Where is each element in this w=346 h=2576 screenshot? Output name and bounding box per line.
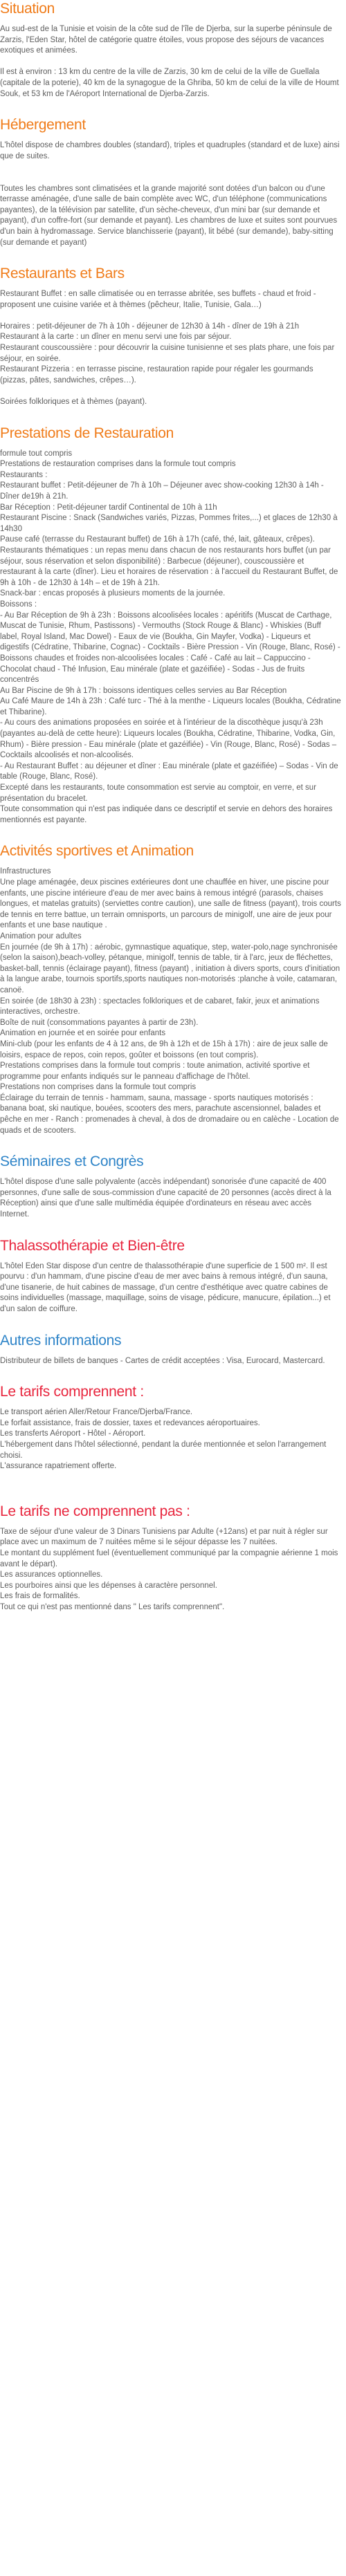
section-title-prestations: Prestations de Restauration [0,425,174,441]
tarifs-noncompris-line: Le montant du supplément fuel (éventuellement communiqué par la compagnie aérienne 1 mois avant le départ). [0,1548,338,1568]
tarifs-noncompris-line: Les assurances optionnelles. [0,1570,103,1579]
activites-line: Mini-club (pour les enfants de 4 à 12 ans, de 9h à 12h et de 15h à 17h) : aire de jeux salle de loisirs, espace de repos, coin repos, goûter et boissons (en tout compris). [0,1039,328,1059]
activites-line: Prestations non comprises dans la formule tout compris [0,1083,197,1092]
prestations-line: - Au cours des animations proposées en soirée et à l'intérieur de la discothèque jusqu'à 23h (payantes au-delà de cette heure): Liqueurs locales (Boukha, Cédratine, Thibarine, Vodka, Gin, Rhum) - Bière pression - Eau minérale (plate et gazéifiée) - Vin (Rouge, Blanc, Rosé) - Sodas – Cocktails alcoolisés et non-alcoolisés. [0,719,337,760]
tarifs-compris-line: L'hébergement dans l'hôtel sélectionné, pendant la durée mentionnée et selon l'arrangement choisi. [0,1440,327,1460]
thalasso-paragraph: L'hôtel Eden Star dispose d'un centre de thalassothérapie d'une superficie de 1 500 m². Il est pourvu : d'un hammam, d'une piscine d'eau de mer avec bains à remous intégré, d'un sauna, d'une tisanerie, de huit cabines de massage, d'un centre d'esthétique avec quatre cabines de soins individuelles (massage, maquillage, soins de visage, pédicure, manucure, épilation...) et d'un salon de coiffure. [0,1261,331,1313]
section-tarifs-ne-comprennent-pas [0,1503,342,1613]
section-seminaires [0,1153,342,1220]
section-title-hebergement: Hébergement [0,117,86,133]
section-title-activites: Activités sportives et Animation [0,843,194,860]
restaurants-soirees: Soirées folkloriques et à thèmes (payant). [0,398,147,407]
activites-line: Infrastructures [0,867,51,876]
section-title-thalasso: Thalassothérapie et Bien-être [0,1237,185,1254]
section-situation [0,0,342,100]
tarifs-noncompris-line: Taxe de séjour d'une valeur de 3 Dinars Tunisiens par Adulte (+12ans) et par nuit à régler sur place avec un maximum de 7 nuitées même si le séjour dépasse les 7 nuitées. [0,1527,328,1547]
section-title-tarifs-ne-comprennent-pas: Le tarifs ne comprennent pas : [0,1503,190,1519]
activites-line: Une plage aménagée, deux piscines extérieures dont une chauffée en hiver, une piscine pour enfants, une piscine intérieure d'eau de mer avec bains à remous intégré (parasols, chaises longues, et matelas gratuits) (serviettes contre caution), une salle de fitness (payant), trois courts de tennis en terre battue, un terrain omnisports, un parcours de minigolf, une aire de jeux pour enfants et une base nautique . [0,878,341,930]
prestations-line: - Au Restaurant Buffet : au déjeuner et dîner : Eau minérale (plate et gazéifiée) – Sodas - Vin de table (Rouge, Blanc, Rosé). [0,761,338,781]
prestations-line: Au Café Maure de 14h à 23h : Café turc - Thé à la menthe - Liqueurs locales (Boukha, Cédratine et Thibarine). [0,697,341,716]
tarifs-compris-line: Le forfait assistance, frais de dossier, taxes et redevances aéroportuaires. [0,1418,260,1427]
section-title-seminaires: Séminaires et Congrès [0,1153,144,1170]
autres-paragraph: Distributeur de billets de banques - Cartes de crédit acceptées : Visa, Eurocard, Mastercard. [0,1356,325,1365]
section-title-autres: Autres informations [0,1332,122,1349]
situation-paragraph-2: Il est à environ : 13 km du centre de la ville de Zarzis, 30 km de celui de la ville de Guellala (capitale de la poterie), 40 km de la synagogue de la Ghriba, 50 km de celui de la ville de Houmt Souk, et 53 km de l'Aéroport International de Djerba-Zarzis. [0,68,339,98]
restaurants-carte: Restaurant à la carte : un dîner en menu servi une fois par séjour. [0,333,232,342]
section-restaurants [0,265,342,408]
prestations-line: Bar Réception : Petit-déjeuner tardif Continental de 10h à 11h [0,503,217,512]
restaurants-couscoussiere: Restaurant couscoussière : pour découvrir la cuisine tunisienne et ses plats phare, une fois par séjour, en soirée. [0,344,335,363]
restaurants-horaires: Horaires : petit-déjeuner de 7h à 10h - déjeuner de 12h30 à 14h - dîner de 19h à 21h [0,322,300,331]
prestations-line: formule tout compris [0,449,73,458]
activites-line: Éclairage du terrain de tennis - hammam, sauna, massage - sports nautiques motorisés : banana boat, ski nautique, bouées, scooters des mers, parachute ascensionnel, balades et pêche en mer - Ranch : promenades à cheval, à dos de dromadaire ou en calèche - Location de quads et de scooters. [0,1093,339,1135]
restaurants-pizzeria: Restaurant Pizzeria : en terrasse piscine, restauration rapide pour régaler les gourmands (pizzas, pâtes, sandwiches, crêpes…). [0,365,313,384]
prestations-line: Excepté dans les restaurants, toute consommation est servie au comptoir, en verre, et sur présentation du bracelet. [0,784,317,803]
prestations-line: Prestations de restauration comprises dans la formule tout compris [0,460,236,469]
section-activites [0,842,342,1136]
activites-line: Animation en journée et en soirée pour enfants [0,1029,166,1038]
tarifs-compris-line: Les transferts Aéroport - Hôtel - Aéroport. [0,1429,146,1438]
tarifs-noncompris-line: Tout ce qui n'est pas mentionné dans " Les tarifs comprennent". [0,1602,225,1611]
section-thalasso [0,1237,342,1315]
restaurants-buffet: Restaurant Buffet : en salle climatisée ou en terrasse abritée, ses buffets - chaud et froid - proposent une cuisine variée et à thèmes (pêcheur, Italie, Tunisie, Gala…) [0,290,316,309]
section-title-restaurants: Restaurants et Bars [0,266,125,282]
tarifs-noncompris-line: Les frais de formalités. [0,1592,80,1601]
prestations-line: Restaurant buffet : Petit-déjeuner de 7h à 10h – Déjeuner avec show-cooking 12h30 à 14h - Dîner de19h à 21h. [0,481,324,501]
prestations-line: Boissons : [0,600,37,609]
seminaires-paragraph: L'hôtel dispose d'une salle polyvalente (accès indépendant) sonorisée d'une capacité de 400 personnes, d'une salle de sous-commission d'une capacité de 20 personnes (accès direct à la Réception) ainsi que d'une salle multimédia équipée d'ordinateurs en réseau avec accès Internet. [0,1178,331,1219]
prestations-line: Au Bar Piscine de 9h à 17h : boissons identiques celles servies au Bar Réception [0,686,287,695]
hebergement-paragraph-1: L'hôtel dispose de chambres doubles (standard), triples et quadruples (standard et de luxe) ainsi que de suites. [0,141,340,160]
prestations-line: Restaurant Piscine : Snack (Sandwiches variés, Pizzas, Pommes frites,...) et glaces de 12h30 à 14h30 [0,514,338,533]
section-prestations [0,425,342,826]
prestations-line: Pause café (terrasse du Restaurant buffet) de 16h à 17h (café, thé, lait, gâteaux, crêpes). [0,535,315,544]
tarifs-noncompris-line: Les pourboires ainsi que les dépenses à caractère personnel. [0,1581,217,1590]
activites-line: En journée (de 9h à 17h) : aérobic, gymnastique aquatique, step, water-polo,nage synchronisée (selon la saison),beach-volley, pétanque, minigolf, tennis de table, tir à l'arc, jeux de fléchettes, basket-ball, tennis (éclairage payant), fitness (payant) , initiation à divers sports, cours d'initiation à la langue arabe, tournois sportifs,sports nautiques non-motorisés :planche à voile, catamaran, canoë. [0,943,340,994]
tarifs-compris-line: Le transport aérien Aller/Retour France/Djerba/France. [0,1408,193,1417]
section-autres [0,1332,342,1367]
prestations-line: - Au Bar Réception de 9h à 23h : Boissons alcoolisées locales : apéritifs (Muscat de Carthage, Muscat de Tunisie, Rhum, Pastissons) - Vermouths (Stock Rouge & Blanc) - Whiskies (Buff label, Royal Island, Mac Dowel) - Eaux de vie (Boukha, Gin Mayfer, Vodka) - Liqueurs et digestifs (Cédratine, Thibarine, Cognac) - Cocktails - Bière Pression - Vin (Rouge, Blanc, Rosé) - Boissons chaudes et froides non-alcoolisées locales : Café - Café au lait – Cappuccino - Chocolat chaud - Thé Infusion, Eau minérale (plate et gazéifiée) - Sodas - Jus de fruits concentrés [0,611,340,685]
activites-line: En soirée (de 18h30 à 23h) : spectacles folkloriques et de cabaret, fakir, jeux et animations interactives, orchestre. [0,997,320,1017]
prestations-line: Toute consommation qui n'est pas indiquée dans ce descriptif et servie en dehors des horaires mentionnés est payante. [0,805,333,824]
activites-line: Prestations comprises dans la formule tout compris : toute animation, activité sportive et programme pour enfants indiqués sur le panneau d'affichage de l'hôtel. [0,1062,310,1081]
section-hebergement [0,116,342,248]
hebergement-paragraph-2: Toutes les chambres sont climatisées et la grande majorité sont dotées d'un balcon ou d'une terrasse aménagée, d'une salle de bain complète avec WC, d'un téléphone (communications payantes), de la télévision par satellite, d'un sèche-cheveux, d'un mini bar (sur demande et payant), d'un coffre-fort (sur demande et payant). Les chambres de luxe et suites sont pourvues d'un bain à hydromassage. Service blanchisserie (payant), lit bébé (sur demande), baby-sitting (sur demande et payant) [0,184,338,247]
prestations-line: Snack-bar : encas proposés à plusieurs moments de la journée. [0,589,226,598]
prestations-line: Restaurants thématiques : un repas menu dans chacun de nos restaurants hors buffet (un par séjour, sous réservation et selon disponibilité) : Barbecue (déjeuner), couscoussière et restaurant à la carte (dîner). Lieu et horaires de réservation : à l'accueil du Restaurant Buffet, de 9h à 10h - de 12h30 à 14h – et de 19h à 21h. [0,546,338,587]
prestations-line: Restaurants : [0,470,48,479]
tarifs-compris-line: L'assurance rapatriement offerte. [0,1462,117,1471]
section-tarifs-comprennent [0,1383,342,1472]
activites-line: Boîte de nuit (consommations payantes à partir de 23h). [0,1018,199,1027]
section-title-tarifs-comprennent: Le tarifs comprennent : [0,1384,144,1400]
section-title-situation: Situation [0,1,55,17]
activites-line: Animation pour adultes [0,932,82,940]
situation-paragraph-1: Au sud-est de la Tunisie et voisin de la côte sud de l'île de Djerba, sur la superbe péninsule de Zarzis, l'Eden Star, hôtel de catégorie quatre étoiles, vous propose des séjours de vacances exotiques et animées. [0,25,332,55]
